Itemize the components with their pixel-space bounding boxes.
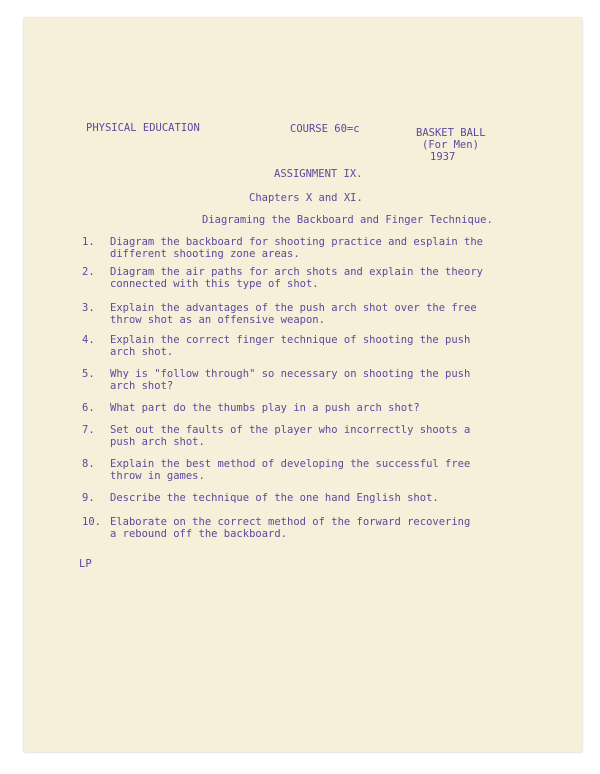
assignment-title: ASSIGNMENT IX. [274, 168, 363, 180]
question-text: Elaborate on the correct method of the forward recovering a rebound off the backboard. [110, 516, 471, 540]
question-number: 1. [82, 236, 95, 248]
sport-block [416, 127, 486, 163]
question-number: 6. [82, 402, 95, 414]
question-number: 10. [82, 516, 101, 528]
assignment-chapters: Chapters X and XI. [249, 192, 363, 204]
question-number: 7. [82, 424, 95, 436]
assignment-subtitle: Diagraming the Backboard and Finger Technique. [202, 214, 493, 226]
question-number: 5. [82, 368, 95, 380]
question-text: Diagram the backboard for shooting practice and esplain the different shooting zone areas. [110, 236, 483, 260]
group-label: (For Men) [422, 139, 479, 151]
department-label: PHYSICAL EDUCATION [86, 122, 200, 134]
question-number: 3. [82, 302, 95, 314]
question-text: Diagram the air paths for arch shots and explain the theory connected with this type of shot. [110, 266, 483, 290]
question-number: 2. [82, 266, 95, 278]
question-number: 9. [82, 492, 95, 504]
question-text: What part do the thumbs play in a push arch shot? [110, 402, 420, 414]
question-text: Describe the technique of the one hand English shot. [110, 492, 439, 504]
question-number: 4. [82, 334, 95, 346]
sport-label: BASKET BALL [416, 127, 486, 139]
question-text: Explain the advantages of the push arch shot over the free throw shot as an offensive weapon. [110, 302, 477, 326]
question-text: Explain the best method of developing the successful free throw in games. [110, 458, 471, 482]
question-text: Explain the correct finger technique of shooting the push arch shot. [110, 334, 471, 358]
author-initials: LP [79, 558, 92, 570]
year-label: 1937 [430, 151, 456, 163]
question-text: Why is "follow through" so necessary on shooting the push arch shot? [110, 368, 471, 392]
document-page [24, 18, 582, 752]
course-number: COURSE 60=c [290, 123, 360, 135]
question-number: 8. [82, 458, 95, 470]
question-text: Set out the faults of the player who incorrectly shoots a push arch shot. [110, 424, 471, 448]
